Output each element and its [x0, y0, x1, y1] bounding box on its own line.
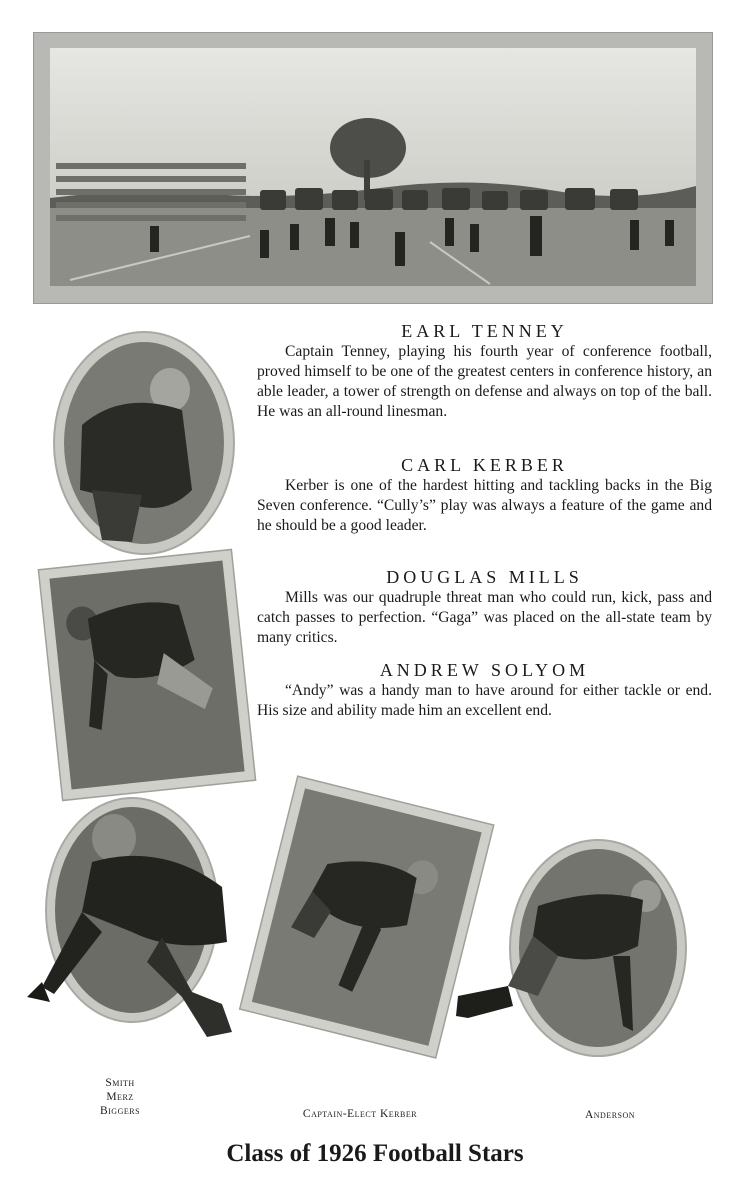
caption-left	[75, 1076, 165, 1118]
bio-carl-kerber	[257, 454, 712, 536]
bio-text: “Andy” was a handy man to have around for either tackle or end. His size and ability made him an excellent end.	[257, 682, 712, 719]
player-photo-tenney	[52, 330, 236, 556]
bio-name: DOUGLAS MILLS	[386, 567, 583, 587]
bio-earl-tenney	[257, 320, 712, 422]
bio-douglas-mills	[257, 566, 712, 648]
bio-name: CARL KERBER	[401, 455, 568, 475]
bio-name: EARL TENNEY	[401, 321, 568, 341]
player-photo-anderson	[448, 836, 698, 1066]
football-game-photo	[50, 48, 696, 286]
bio-name: ANDREW SOLYOM	[379, 660, 590, 680]
player-photo-mills	[36, 545, 258, 805]
bio-text: Captain Tenney, playing his fourth year of conference football, proved himself to be one of the greatest centers in conference history, an able leader, a tower of strength on defense and always on top of the ball. He was an all-round linesman.	[257, 343, 712, 420]
caption-line: Biggers	[99, 1105, 141, 1117]
caption-right: Anderson	[584, 1109, 636, 1121]
bio-text: Mills was our quadruple threat man who could run, kick, pass and catch passes to perfection. “Gaga” was placed on the all-state team by many critics.	[257, 589, 712, 646]
caption-line: Merz	[106, 1091, 134, 1103]
player-photo-bottom-left	[22, 792, 238, 1042]
bio-text: Kerber is one of the hardest hitting and tackling backs in the Big Seven conference. “Cully’s” play was always a feature of the game and he should be a good leader.	[257, 477, 712, 534]
page-title: Class of 1926 Football Stars	[226, 1140, 524, 1167]
caption-line: Smith	[105, 1077, 135, 1089]
caption-center: Captain-Elect Kerber	[302, 1108, 418, 1120]
bio-andrew-solyom	[257, 659, 712, 721]
team-photo-frame	[33, 32, 713, 304]
